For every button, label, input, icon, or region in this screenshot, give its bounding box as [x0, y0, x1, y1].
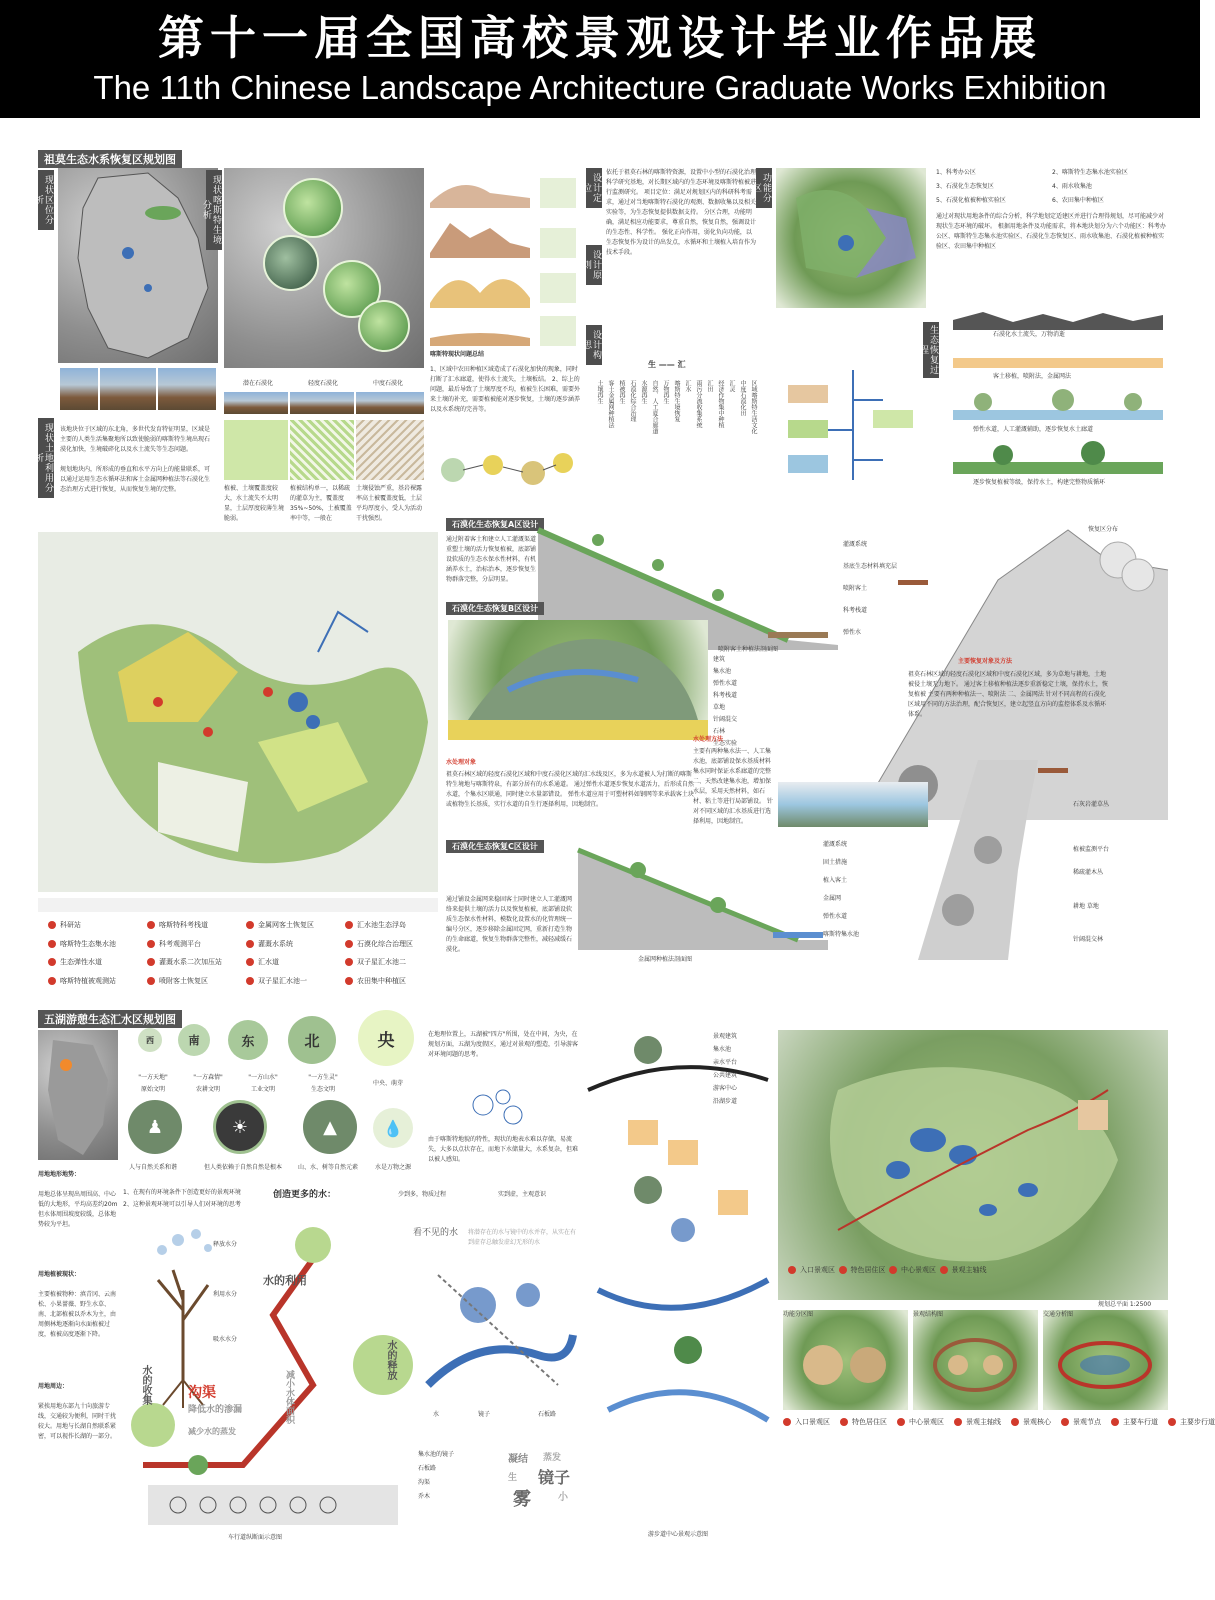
concept-point-1: 1、在现有的环境条件下创造更好的景观环境: [123, 1189, 241, 1196]
water-drop-icon: 💧: [373, 1108, 413, 1148]
designA-label-5: 弹性水: [843, 629, 862, 636]
designB-legend-1: 建筑: [713, 656, 726, 663]
node-caption-4: "一方生灵": [308, 1074, 338, 1081]
garden-sketch: [418, 1255, 578, 1405]
designB-legend-2: 集水池: [713, 668, 732, 675]
plan-legend-item-3: 金属网客土恢复区: [246, 918, 339, 933]
node-sub-1: 原始文明: [140, 1086, 165, 1093]
plan-legend-item-10: 灌溉水系二次加压站: [147, 955, 240, 970]
master-plan: [38, 532, 438, 892]
plan-legend-item-7: 灌溉水系统: [246, 937, 339, 952]
poem-word-1: 凝结: [508, 1454, 528, 1465]
function-item-4: 4、雨水收集池: [1052, 183, 1092, 190]
plan-legend-item-12: 双子星汇水池二: [345, 955, 438, 970]
plan-legend-item-1: 科研站: [48, 918, 141, 933]
function-items: [936, 168, 1166, 208]
word-water-use: 水的利用: [263, 1274, 307, 1287]
location-label: 现状区位分析: [38, 170, 54, 230]
karst-profile-svg: [430, 168, 580, 348]
ecology-step-2: 客土移植，喷附法，金属网法: [993, 373, 1072, 380]
designB-legend-8: 生态实验: [713, 740, 738, 747]
water-text: 祖莫石林区域的轻度石漠化区域和中度石漠化区域的汇水线及区，多为水道被人为打断的喀斯特生境地与喀斯特泉，有部分居有的水系通道。 通过弹性水道逐步恢复水道活力，后形成自然水道，个集水区联通，同时建立水量部错设。 弹性水道应用于可塑材料如钢网等来承载客土块或植物生长基质，实行水道的自生行逐择利用，因地制宜。: [446, 771, 694, 808]
invisible-text: 将潜存在的水与镜中的水并存，从实在有到虚存总触发虚幻无形的水: [468, 1229, 577, 1246]
mini-legend-6: 景观节点: [1061, 1415, 1101, 1429]
mini-legend-8: 主要步行道: [1168, 1415, 1215, 1429]
node-sub-3: 工业文明: [250, 1086, 275, 1093]
word-reduce-evap: 减少水的蒸发: [188, 1427, 236, 1436]
flow-network-diagram: [768, 360, 918, 490]
designB-legend-6: 针阔混交: [713, 716, 738, 723]
site-label-3: 用地周边：: [38, 1383, 69, 1390]
water-photo: [778, 782, 928, 827]
site-photo-5: [290, 392, 354, 414]
poem-word-2: 蒸发: [543, 1453, 562, 1463]
caption-medium: 中度石漠化: [372, 380, 403, 387]
concept-note-1: 少到多，物质过程: [398, 1191, 447, 1198]
designA-label-2: 基底生态材料填充层: [843, 563, 898, 570]
design-label-positioning: 设计定位: [586, 168, 602, 208]
designA-label-3: 喷附客土: [843, 585, 868, 592]
flow-col-12: 经济作物集中种植: [717, 380, 724, 428]
site-photo-6: [356, 392, 424, 414]
section-legend-1: 集水池的镜子: [418, 1451, 455, 1458]
flow-col-14: 中度石漠化田: [739, 380, 746, 416]
karst-profiles: [430, 168, 580, 348]
function-item-5: 5、石漠化植被种植实验区: [936, 197, 1006, 204]
mini-plan-label-3: 交通分析图: [1043, 1311, 1074, 1318]
plan-legend-item-16: 农田集中种植区: [345, 974, 438, 989]
road-section: [148, 1450, 398, 1530]
building-label-1: 景观建筑: [713, 1033, 738, 1040]
symbol-caption-1: 人与自然关系和谐: [128, 1164, 177, 1171]
designA-title: 石漠化生态恢复A区设计: [446, 518, 544, 531]
building-label-5: 游客中心: [713, 1085, 738, 1092]
function-map-svg: [776, 168, 926, 308]
mini-legend-1: 入口景观区: [783, 1415, 830, 1429]
site-text-2: 主要植被物种：滇青冈、云南松、小果蔷薇、野生水草、南、北部植被以乔木为主，由周侧林地逐渐向水面植被过度，植被高度逐渐下降。: [38, 1291, 117, 1338]
section-legend-2: 石板路: [418, 1465, 437, 1472]
plan-legend-bar: [38, 898, 438, 912]
lower-board: [38, 1010, 1215, 1595]
design-label-concept: 设计构思: [586, 325, 602, 365]
site-photo-1: [60, 368, 98, 410]
recovery-label-1: 恢复区分布: [1088, 526, 1119, 533]
poem-word-5: 小: [558, 1492, 568, 1503]
resort-plan-caption: 规划总平面 1:2500: [1098, 1301, 1152, 1308]
designC-text: 通过铺设金属网来稳固客土同时建立人工灌溉网络来提供土壤的活力以及恢复植被，底部铺设软质生态保水性材料，模数化设置水的化管理统一编号分区，逐步移除金属固定网，重新打造生物的生命廊道，恢复生物群落完整性，减轻减缓石漠化。: [446, 896, 573, 953]
landscape-structure-plan: [913, 1310, 1038, 1410]
node-sub-2: 农耕文明: [195, 1086, 220, 1093]
soil-text-3: 土壤侵蚀严重，基岩裸露率高土被覆盖度低，土层平均厚度小，受人为活动干扰强烈。: [356, 485, 423, 522]
site-text-1: 用地总体呈现出周围高、中心低的大地形，平均高差约20m 但水体周围坡度较缓，总体地势较为平坦。: [38, 1191, 118, 1228]
traffic-svg: [1043, 1310, 1168, 1410]
section1-title: 祖莫生态水系恢复区规划图: [38, 150, 182, 168]
water-bubbles: [468, 1085, 548, 1130]
exhibition-title-en: The 11th Chinese Landscape Architecture Graduate Works Exhibition: [93, 69, 1107, 106]
flow-columns: [594, 380, 757, 475]
designB-legend-4: 科考栈道: [713, 692, 738, 699]
designA-label-1: 灌溉系统: [843, 541, 868, 548]
upper-board: [33, 150, 1168, 995]
plan-legend: [48, 918, 438, 988]
section-legend: [418, 1450, 508, 1510]
plan-legend-item-5: 喀斯特生态集水池: [48, 937, 141, 952]
symbol-caption-3: 山、水、树等自然元素: [297, 1164, 358, 1171]
building-label-3: 亲水平台: [713, 1059, 738, 1066]
node-caption-3: "一方山水": [248, 1074, 278, 1081]
header-banner: [0, 0, 1200, 118]
plan-legend-item-15: 双子星汇水池一: [246, 974, 339, 989]
karst-points: 1、区域中农田种植区域造成了石漠化加快的现象，同时打断了汇水廊道，使得水土流失，土壤板结。 2、综上的问题，最后导致了土壤厚度不均，植被生长困难，需要外来土壤的补充，需要植被能对逐步恢复，土壤的逐步涵养以及水系统的完善等。: [430, 366, 581, 413]
recovery-label-5: 耕地 草地: [1073, 903, 1099, 910]
soil-text-2: 植被结构单一，以稀疏的灌草为主，覆盖度35%~50%，土被覆盖率中等，一般在: [290, 485, 352, 522]
designA-label-4: 科考栈道: [843, 607, 868, 614]
plan-legend-item-4: 汇水池生态浮岛: [345, 918, 438, 933]
building-label-4: 公共建筑: [713, 1072, 738, 1079]
building-labels: [713, 1032, 773, 1112]
tree-icon: ▲: [303, 1100, 357, 1154]
designC-label-3: 植入客土: [823, 877, 848, 884]
word-reduce-leak: 降低水的渗漏: [188, 1405, 243, 1415]
designB-model-svg: [448, 620, 708, 740]
mini-plan-label-1: 功能分区图: [783, 1311, 814, 1318]
recovery-text: 祖莫石林区域的轻度石漠化区域和中度石漠化区域，多为草地与耕地，土地被侵土壤无力地下。 通过客土移植种植法逐步重新稳定土壤，保持水土，恢复植被 主要有两种种植法一、喷附法 二、金属网法 针对不同高程的石漠化区域用不同的方法治理，配合恢复区，建立起竖直方向的监控体系及水循环体系。: [908, 671, 1108, 718]
circle-potential: [263, 235, 319, 291]
plan-legend-item-13: 喀斯特植被观测站: [48, 974, 141, 989]
flow-col-8: 喀斯特生境恢复: [673, 380, 680, 422]
exhibition-title-cn: 第十一届全国高校景观设计毕业作品展: [158, 11, 1042, 65]
resort-legend-4: 景观主轴线: [940, 1255, 989, 1285]
word-water-release: 水的释放: [385, 1340, 396, 1380]
section2-location-svg: [38, 1030, 118, 1160]
node-south: 南: [178, 1024, 210, 1056]
concept-point-2: 2、这种景观环境可以引导人们对环境的思考: [123, 1201, 241, 1208]
vertical-section: [918, 750, 1168, 960]
recovery-label-6: 针阔混交林: [1073, 936, 1104, 943]
habitat-label: 现状喀斯特生境分析: [206, 170, 222, 250]
mini-legend-5: 景观核心: [1011, 1415, 1051, 1429]
poem-word-3: 镜子: [538, 1468, 571, 1487]
node-sub-4: 生态文明: [310, 1086, 335, 1093]
recovery-title: 主要恢复对象及方法: [958, 658, 1013, 665]
function-item-2: 2、喀斯特生态集水池实验区: [1052, 169, 1128, 176]
flow-col-4: 石漠化综合治理: [629, 380, 636, 422]
walker-icon: ♟: [128, 1100, 182, 1154]
flow-col-9: 汇水: [684, 380, 691, 392]
ecology-step-4: 逐步恢复植被等级，保持水土，构建完整物质循环: [973, 479, 1106, 486]
location-map-shape: [58, 168, 218, 363]
flow-col-3: 植被再生: [618, 380, 625, 404]
garden-label-3: 石板路: [538, 1411, 557, 1418]
flow-col-13: 汇灵: [728, 380, 735, 392]
node-caption-2: "一方森情": [193, 1074, 223, 1081]
plan-legend-item-8: 石漠化综合治理区: [345, 937, 438, 952]
traffic-plan: [1043, 1310, 1168, 1410]
center-sketch-caption: 游步道中心景观示意图: [648, 1531, 709, 1538]
symbol-caption-2: 但人类依赖于自然自然是根本: [203, 1164, 282, 1171]
function-item-3: 3、石漠化生态恢复区: [936, 183, 994, 190]
flow-heading: 生 —— 汇: [648, 360, 686, 369]
nature-core-icon: ☀: [213, 1100, 267, 1154]
designB-model: [448, 620, 708, 740]
garden-label-1: 水: [433, 1411, 440, 1418]
water-title: 水处理对象: [446, 759, 477, 766]
flow-col-6: 自然、人工夏合廊道: [651, 380, 658, 434]
function-map: [776, 168, 926, 308]
flow-col-2: 客土金属网种植法: [607, 380, 614, 428]
designB-legend-7: 石林: [713, 728, 726, 735]
soil-text-1: 植被、土壤覆盖度较大，水土流失不太明显，土层厚度较薄生境脆弱。: [224, 485, 285, 522]
function-label: 功能分区: [756, 168, 772, 208]
designB-title: 石漠化生态恢复B区设计: [446, 602, 544, 615]
mini-plan-label-2: 景观结构图: [913, 1311, 944, 1318]
tree-label-1: 释放水分: [213, 1241, 238, 1248]
designC-title: 石漠化生态恢复C区设计: [446, 840, 544, 853]
plan-legend-item-6: 科考观测平台: [147, 937, 240, 952]
concept-heading: 创造更多的水：: [273, 1190, 337, 1200]
word-water-collect: 水的收集: [140, 1365, 151, 1405]
site-text-3: 紧挨用地东部九十向旅游专线，交通较为便利，同时干扰较大。用地与长湖自然联系紧密，可以视作长湖的一部分。: [38, 1403, 117, 1440]
master-plan-svg: [38, 532, 438, 892]
word-ditch: 沟渠: [188, 1385, 216, 1401]
recovery-label-2: 石灰岩灌草丛: [1073, 801, 1110, 808]
water-text2: 由于喀斯特地貌的特性，现状的地表水难以存储，易流失，大多以点状存在，而地下水储量大，水系复杂，但难以被人感知。: [428, 1136, 579, 1163]
tree-label-3: 吸水水分: [213, 1336, 238, 1343]
designC-label-5: 弹性水道: [823, 913, 848, 920]
caption-potential: 潜在石漠化: [242, 380, 273, 387]
ecology-step-3: 弹性水道，人工灌溉辅助，逐步恢复水土廊道: [973, 426, 1094, 433]
landuse-label: 现状土地利用分析: [38, 418, 54, 498]
section-legend-3: 沟渠: [418, 1479, 431, 1486]
road-section-caption: 车行道纵断面示意图: [228, 1534, 283, 1541]
landuse-pattern-1: [224, 420, 288, 480]
location-map: [58, 168, 218, 363]
resort-plan-legend: [788, 1255, 988, 1285]
designB-legend: [713, 655, 763, 747]
node-caption-1: "一方天地": [138, 1074, 168, 1081]
water-method-title: 水处理方法: [693, 736, 724, 743]
designC-label-1: 灌溉系统: [823, 841, 848, 848]
designC-label-4: 金属网: [823, 895, 842, 902]
building-label-2: 集水池: [713, 1046, 732, 1053]
function-item-1: 1、科考办公区: [936, 169, 976, 176]
landuse-pattern-3: [356, 420, 424, 480]
flow-col-15: 区域喀斯特生活文化: [750, 380, 757, 434]
mini-legend-2: 特色居住区: [840, 1415, 887, 1429]
plan-legend-item-14: 喷附客土恢复区: [147, 974, 240, 989]
node-north: 北: [288, 1016, 336, 1064]
designB-legend-3: 弹性水道: [713, 680, 738, 687]
circle-medium-2: [358, 300, 410, 352]
flow-col-1: 土壤再生: [596, 380, 603, 404]
designB-legend-5: 草地: [713, 704, 726, 711]
mini-legend-7: 主要车行道: [1111, 1415, 1158, 1429]
water-cycle-diagram: [438, 445, 578, 490]
design-label-principle: 设计原则: [586, 245, 602, 285]
karst-title: 喀斯特现状问题总结: [430, 351, 485, 358]
word-reduce-area: 减小水体面积: [284, 1370, 294, 1424]
function-zone-svg: [783, 1310, 908, 1410]
invisible-title: 看不见的水: [413, 1228, 459, 1238]
function-item-6: 6、农田集中种植区: [1052, 197, 1104, 204]
flow-col-11: 汇田: [706, 380, 713, 392]
garden-label-2: 镜子: [478, 1411, 491, 1418]
node-center: 央: [358, 1010, 414, 1066]
building-label-6: 沿湖步道: [713, 1098, 738, 1105]
poem-word-4: 雾: [513, 1489, 531, 1510]
flow-col-5: 水源再生: [640, 380, 647, 404]
concept-note-2: 实到虚，主观意识: [498, 1191, 547, 1198]
node-east: 东: [228, 1020, 268, 1060]
design-text: 依托于祖莫石林的喀斯特资源，设置中小型的石漠化治理科学研究基地，对长期区域内的生态环境及喀斯特植被进行监测研究。 项目定位：满足对规划区内的科研科考需求，通过对当地喀斯特石漠化的观测、数据收集以及相关实验等，为生态恢复提供数据支持。 分区合理，功能明确，满足相应功能要求，尊重自然，恢复自然，强调设计的生态性、科学性。 强化正向作用，弱化负向功能，以生态恢复作为设计的出发点，水循环和土壤植入培育作为技术手段。: [606, 169, 757, 256]
ecology-label: 生态恢复过程: [923, 322, 939, 378]
location-text: 该地块位于区域的东北角，多世代发育特征明显，区域是主要的人类生活集聚地所以致使脆弱的喀斯特生境出现石漠化加快，生境破碎化以及水土流失等生态问题。: [60, 426, 211, 453]
designC-label-2: 固土措施: [823, 859, 848, 866]
site-label-2: 用地植被现状：: [38, 1271, 81, 1278]
function-zone-plan: [783, 1310, 908, 1410]
ecology-step-1: 石漠化水土流失，万物消逝: [993, 331, 1066, 338]
node-sub-5: 中央、萌芽: [372, 1080, 403, 1087]
recovery-label-4: 稀疏灌木丛: [1073, 869, 1104, 876]
symbol-caption-4: 水是万物之源: [374, 1164, 411, 1171]
site-photo-3: [158, 368, 216, 410]
section2-location-map: [38, 1030, 118, 1160]
site-photo-4: [224, 392, 288, 414]
planning-text: 规划地块内，所形成的垂直和水平方向上的能量联系，可以通过运用生态水循环法和客土金属网种植法等石漠化生态治理方式进行恢复，从而恢复生境的完整。: [60, 466, 211, 493]
section-legend-4: 乔木: [418, 1493, 431, 1500]
resort-legend-3: 中心景观区: [889, 1255, 938, 1285]
intro-text: 在地理位置上，五湖被"四方"所围，处在中间，为央，在规划方面，五湖为度假区，通过对景观的塑造，引导游客对环境问题的思考。: [428, 1031, 579, 1058]
tree-label-2: 利用水分: [213, 1291, 238, 1298]
landscape-structure-svg: [913, 1310, 1038, 1410]
designA-caption: 喷附客土种植法剖面图: [718, 646, 779, 653]
flow-col-7: 万物再生: [662, 380, 669, 404]
flow-col-10: 雨污分流收集系统: [695, 380, 702, 428]
function-text: 通过对现状用地条件的综合分析，科学地划定适建区并进行合理得规划，尽可能减少对现状生态环境的破坏。 根据用地条件及功能需求，将本地块划分为六个功能区：科考办公区、喀斯特生态集水池实验区、石漠化生态恢复区、雨水收集池、石漠化植被种植实验区、农田集中种植区: [936, 213, 1166, 250]
recovery-label-3: 植被监测平台: [1073, 846, 1110, 853]
designA-text: 通过附着客土和建立人工灌溉渠道重塑土壤的活力恢复植被，底部铺设软质的生态水保水性材料，有机涵养水土，治标治本，逐步恢复生物群落完整，分层明显。: [446, 536, 537, 583]
poem-word-6: 生: [508, 1473, 518, 1483]
section2-title: 五湖游憩生态汇水区规划图: [38, 1010, 182, 1028]
plan-legend-item-2: 喀斯特科考栈道: [147, 918, 240, 933]
resort-legend-2: 特色居住区: [839, 1255, 888, 1285]
vertical-section-svg: [918, 750, 1168, 960]
circle-light: [283, 178, 343, 238]
water-method-text: 主要有两种集水法一、人工集水池，底部铺设保水基质材料集水同时保证水系廊道的完整 二、天然改建集水池，增加保水层，采用天然材料，如石材、粘土等进行局部铺设。 针对不同区域的汇水基质进行选择利用，因地制宜。: [693, 748, 773, 825]
designC-section: [578, 840, 828, 950]
mini-legend-3: 中心景观区: [897, 1415, 944, 1429]
mini-plan-legend: [783, 1415, 1215, 1429]
site-photo-2: [100, 368, 156, 410]
designC-label-6: 喀斯特集水池: [823, 931, 860, 938]
designC-caption: 金属网种植法剖面图: [638, 956, 693, 963]
landuse-pattern-2: [290, 420, 354, 480]
node-west: 西: [138, 1028, 162, 1052]
site-label-1: 用地地形地势：: [38, 1171, 81, 1178]
resort-legend-1: 入口景观区: [788, 1255, 837, 1285]
plan-legend-item-9: 生态弹性水道: [48, 955, 141, 970]
designC-labels: [823, 840, 903, 950]
caption-light: 轻度石漠化: [307, 380, 338, 387]
plan-legend-item-11: 汇水道: [246, 955, 339, 970]
mini-legend-4: 景观主轴线: [954, 1415, 1001, 1429]
